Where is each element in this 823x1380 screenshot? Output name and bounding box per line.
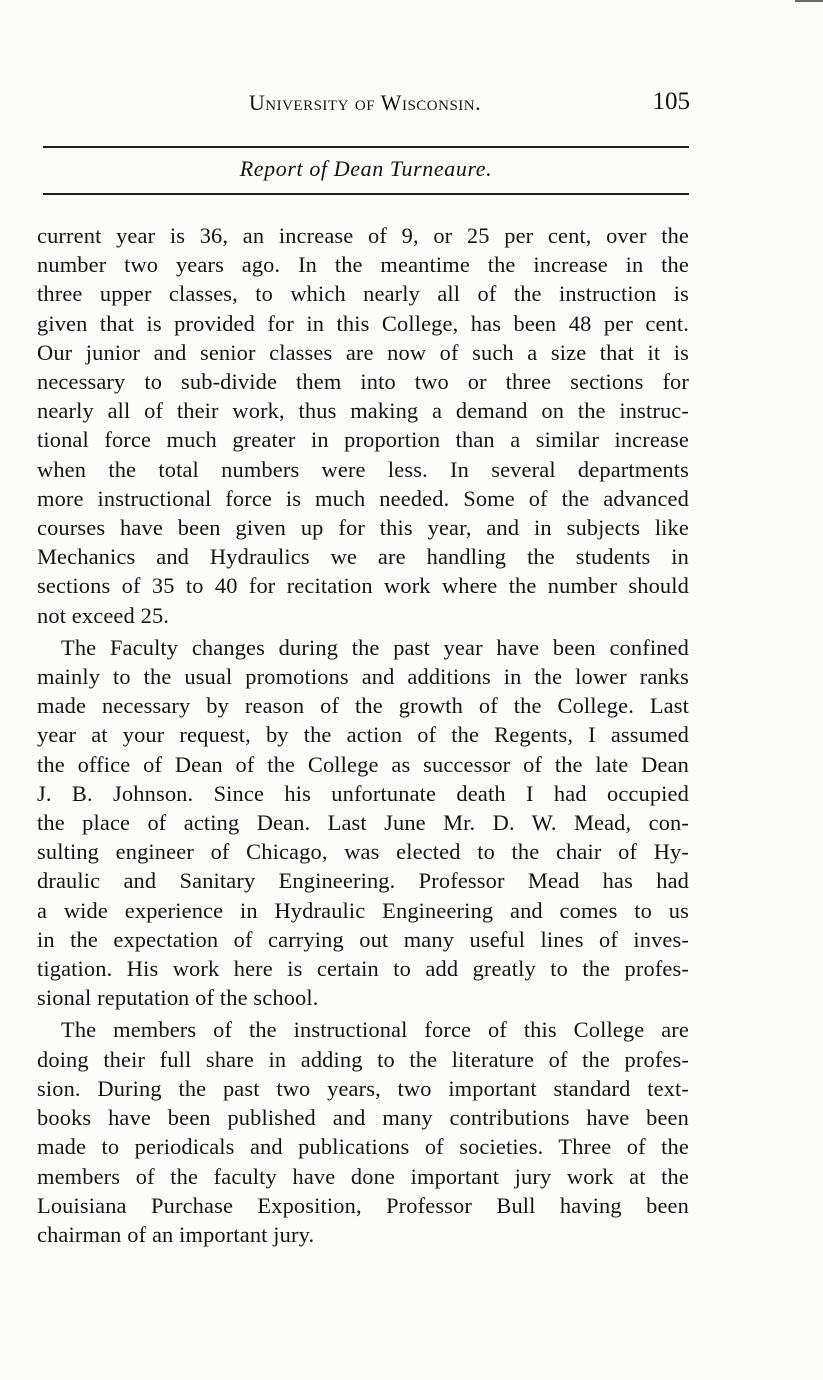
text-line: sulting engineer of Chicago, was elected to the chair of Hy- — [37, 839, 689, 865]
running-head — [40, 88, 690, 124]
text-line: when the total numbers were less. In several departments — [37, 456, 689, 482]
running-title: University of Wisconsin. — [248, 90, 482, 115]
text-line: draulic and Sanitary Engineering. Professor Mead has had — [37, 868, 689, 894]
text-line: given that is provided for in this College, has been 48 per cent. — [37, 310, 689, 336]
text-line: made necessary by reason of the growth of the College. Last — [37, 693, 689, 719]
text-line: J. B. Johnson. Since his unfortunate death I had occupied — [37, 780, 689, 806]
text-line: members of the faculty have done important jury work at the — [37, 1163, 689, 1189]
paragraph — [37, 221, 689, 630]
page-number: 105 — [652, 88, 690, 115]
text-line: chairman of an important jury. — [37, 1221, 315, 1247]
text-line: nearly all of their work, thus making a demand on the instruc- — [37, 398, 689, 424]
section-title: Report of Dean Turneaure. — [239, 156, 493, 181]
text-line: necessary to sub-divide them into two or three sections for — [37, 369, 689, 395]
text-line: mainly to the usual promotions and additions in the lower ranks — [37, 664, 689, 690]
text-line: Our junior and senior classes are now of such a size that it is — [37, 339, 689, 365]
text-line: The members of the instructional force of this College are — [61, 1017, 689, 1043]
text-line: books have been published and many contributions have been — [37, 1105, 689, 1131]
text-line: Mechanics and Hydraulics we are handling the students in — [37, 544, 689, 570]
text-line: in the expectation of carrying out many useful lines of inves- — [37, 926, 689, 952]
text-line: Louisiana Purchase Exposition, Professor Bull having been — [37, 1192, 689, 1218]
text-line: The Faculty changes during the past year have been confined — [61, 634, 689, 660]
text-line: year at your request, by the action of the Regents, I assumed — [37, 722, 689, 748]
text-line: three upper classes, to which nearly all of the instruction is — [37, 281, 689, 307]
header-rule-top — [43, 146, 689, 148]
text-line: tigation. His work here is certain to add greatly to the profes- — [37, 956, 689, 982]
header-rule-bottom — [43, 193, 689, 195]
scan-edge-mark — [795, 0, 823, 2]
text-line: sion. During the past two years, two important standard text- — [37, 1075, 689, 1101]
text-line: number two years ago. In the meantime the increase in the — [37, 252, 689, 278]
text-line: doing their full share in adding to the literature of the profes- — [37, 1046, 689, 1072]
text-line: a wide experience in Hydraulic Engineering and comes to us — [37, 897, 689, 923]
text-line: sional reputation of the school. — [37, 985, 319, 1011]
text-line: the place of acting Dean. Last June Mr. D. W. Mead, con- — [37, 810, 689, 836]
paragraph — [37, 633, 689, 1013]
text-line: more instructional force is much needed. Some of the advanced — [37, 485, 689, 511]
text-line: courses have been given up for this year, and in subjects like — [37, 515, 689, 541]
text-line: sections of 35 to 40 for recitation work where the number should — [37, 573, 689, 599]
text-line: the office of Dean of the College as successor of the late Dean — [37, 751, 689, 777]
paragraph — [37, 1015, 689, 1249]
text-line: not exceed 25. — [37, 602, 170, 628]
text-line: current year is 36, an increase of 9, or 25 per cent, over the — [37, 223, 689, 248]
body-text — [37, 221, 689, 1249]
text-line: made to periodicals and publications of societies. Three of the — [37, 1134, 689, 1160]
text-line: tional force much greater in proportion than a similar increase — [37, 427, 689, 453]
